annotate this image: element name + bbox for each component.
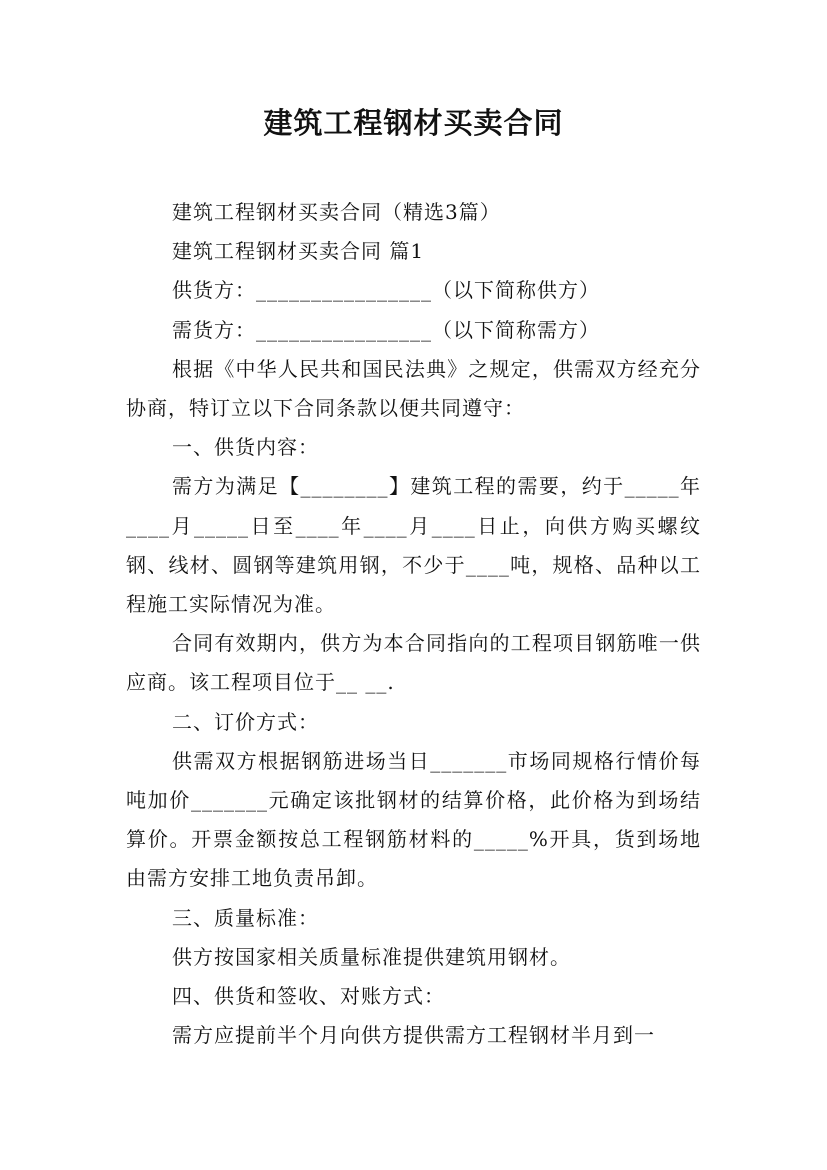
supplier-line: 供货方：________________（以下简称供方） [172,278,600,303]
document-body [126,193,701,1055]
quality-paragraph: 供方按国家相关质量标准提供建筑用钢材。 [172,944,571,969]
section-heading: 建筑工程钢材买卖合同 篇1 [172,239,425,264]
delivery-paragraph: 需方应提前半个月向供方提供需方工程钢材半月到一 [172,1023,655,1048]
buyer-line: 需货方：________________（以下简称需方） [172,317,600,342]
clause-heading-supply: 一、供货内容： [172,435,319,460]
clause-heading-quality: 三、质量标准： [172,905,319,930]
subtitle-paragraph: 建筑工程钢材买卖合同（精选3篇） [172,200,501,224]
pricing-paragraph: 供需双方根据钢筋进场当日_______市场同规格行情价每吨加价_______元确定该批钢材的结算价格，此价格为到场结算价。开票金额按总工程钢筋材料的_____%开具，货到场地由需方安排工地负责吊卸。 [126,748,701,891]
preamble-paragraph: 根据《中华人民共和国民法典》之规定，供需双方经充分协商，特订立以下合同条款以便共同遵守： [126,356,701,421]
document-title: 建筑工程钢材买卖合同 [263,106,564,140]
clause-heading-pricing: 二、订价方式： [172,709,319,734]
exclusive-supplier-paragraph: 合同有效期内，供方为本合同指向的工程项目钢筋唯一供应商。该工程项目位于__ __. [126,631,701,695]
clause-heading-delivery: 四、供货和签收、对账方式： [172,984,445,1009]
supply-content-paragraph: 需方为满足【________】建筑工程的需要，约于_____年____月_____日至____年____月____日止，向供方购买螺纹钢、线材、圆钢等建筑用钢，不少于____吨，规格、品种以工程施工实际情况为准。 [126,474,701,617]
